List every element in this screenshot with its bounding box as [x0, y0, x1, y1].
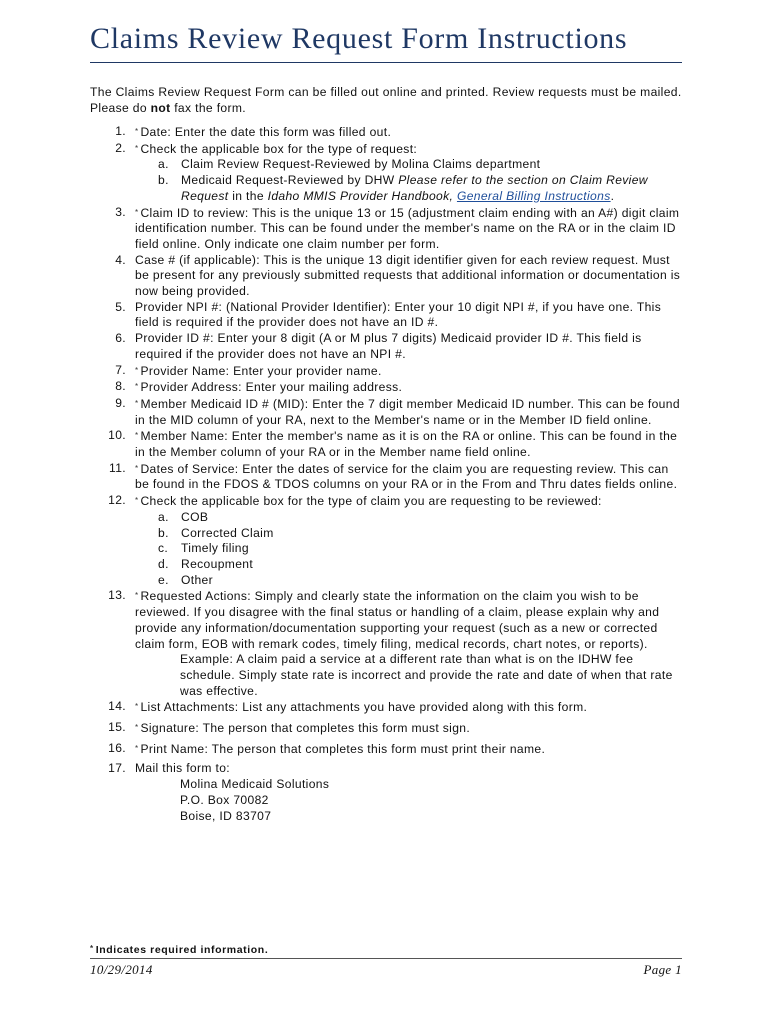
address-line: Molina Medicaid Solutions	[180, 777, 330, 792]
sub-item-text: Claim Review Request-Reviewed by Molina Claims department	[181, 157, 541, 172]
sub-item-letter: c.	[158, 541, 169, 556]
item-text: List Attachments: List any attachments you have provided along with this form.	[140, 700, 588, 715]
required-marker: *	[135, 723, 139, 733]
item-number: 10.	[108, 428, 126, 443]
list-item	[90, 741, 684, 758]
list-item	[90, 761, 684, 824]
list-item	[90, 588, 684, 699]
sub-item	[158, 173, 684, 204]
required-marker: *	[90, 944, 94, 953]
item-number: 8.	[115, 379, 126, 394]
item-number: 17.	[108, 761, 126, 776]
item-number: 9.	[115, 395, 126, 410]
list-item	[90, 141, 684, 205]
item-number: 1.	[115, 124, 126, 138]
claim-type-list	[135, 510, 684, 589]
instructions-list	[90, 124, 684, 824]
address-line: P.O. Box 70082	[180, 792, 269, 807]
item-number: 2.	[115, 140, 126, 155]
sub-item	[158, 541, 684, 557]
example-text: Example: A claim paid a service at a different rate than what is on the IDHW fee schedule. Simply state rate is incorrect and provide the rate and date of when that rate was effective.	[180, 652, 673, 698]
list-item	[90, 253, 684, 300]
sub-item-text: Timely filing	[181, 541, 249, 556]
item-text: Check the applicable box for the type of claim you are requesting to be reviewed:	[140, 494, 602, 509]
required-marker: *	[135, 431, 139, 441]
required-marker: *	[135, 382, 139, 392]
item-number: 13.	[108, 588, 126, 603]
sub-item-letter: b.	[158, 173, 169, 188]
item-text: Provider ID #: Enter your 8 digit (A or M plus 7 digits) Medicaid provider ID #. This field is required if the provider does not have an NPI #.	[135, 331, 642, 361]
request-type-list	[135, 157, 684, 204]
item-text: Case # (if applicable): This is the unique 13 digit identifier given for each review request. Must be present for any previously submitted requests that additional information or documentation is now being provided.	[135, 252, 681, 299]
handbook-title: Idaho MMIS Provider Handbook,	[267, 188, 454, 203]
intro-text: The Claims Review Request Form can be filled out online and printed. Review requests must be mailed. Please do	[90, 85, 682, 115]
list-item	[90, 720, 684, 737]
sub-item-letter: e.	[158, 572, 169, 587]
item-text: Provider Name: Enter your provider name.	[140, 363, 382, 378]
sub-item	[158, 157, 684, 173]
sub-item-text: Other	[181, 572, 213, 587]
sub-item-text: Medicaid Request-Reviewed by DHW	[181, 173, 399, 188]
required-marker: *	[135, 398, 139, 408]
item-text: Mail this form to:	[135, 761, 231, 776]
intro-text-end: fax the form.	[170, 101, 246, 115]
required-marker: *	[135, 207, 139, 217]
item-number: 14.	[108, 699, 126, 714]
sub-item	[158, 526, 684, 542]
page-title: Claims Review Request Form Instructions	[90, 22, 628, 55]
sub-item-text: .	[610, 188, 615, 203]
sub-item-text: Corrected Claim	[181, 525, 274, 540]
sub-item-letter: d.	[158, 556, 169, 571]
item-text: Print Name: The person that completes this form must print their name.	[140, 741, 546, 756]
list-item	[90, 493, 684, 588]
item-text: Date: Enter the date this form was filled out.	[140, 125, 392, 139]
sub-item-text: Recoupment	[181, 556, 254, 571]
list-item	[90, 331, 684, 362]
list-item	[90, 124, 684, 141]
mailing-address	[135, 777, 684, 824]
item-text: Member Name: Enter the member's name as it is on the RA or online. This can be found in the in the Member column of your RA or in the Member name field online.	[135, 429, 678, 460]
item-text: Dates of Service: Enter the dates of service for the claim you are requesting review. This can be found in the FDOS & TDOS columns on your RA or in the From and Thru dates fields online.	[135, 461, 678, 492]
item-text: Claim ID to review: This is the unique 13 or 15 (adjustment claim ending with an A#) digit claim identification number. This can be found under the member's name on the RA or in the claim ID field online. Only indicate one claim number per form.	[135, 205, 680, 251]
list-item	[90, 699, 684, 716]
sub-item	[158, 510, 684, 526]
list-item	[90, 461, 684, 493]
item-number: 16.	[108, 740, 126, 755]
item-text: Provider Address: Enter your mailing address.	[140, 380, 403, 395]
list-item	[90, 205, 684, 253]
item-number: 4.	[115, 252, 126, 267]
footnote-text: Indicates required information.	[95, 944, 269, 956]
sub-item-letter: a.	[158, 157, 169, 172]
list-item	[90, 428, 684, 460]
footer-page-number: Page 1	[643, 962, 682, 977]
sub-item-text: COB	[181, 509, 209, 524]
required-marker: *	[135, 496, 139, 506]
item-number: 7.	[115, 362, 126, 377]
required-marker: *	[135, 591, 139, 601]
intro-emphasis: not	[150, 101, 171, 115]
item-text: Provider NPI #: (National Provider Identifier): Enter your 10 digit NPI #, if you have one. This field is required if the provider does not have an ID #.	[135, 299, 662, 330]
required-marker: *	[135, 127, 139, 136]
list-item	[90, 300, 684, 331]
item-text: Member Medicaid ID # (MID): Enter the 7 digit member Medicaid ID number. This can be found in the MID column of your RA, next to the Member's name or in the Member ID field online.	[135, 396, 680, 427]
sub-item-text: in the	[228, 188, 268, 203]
required-footnote	[90, 944, 268, 956]
list-item	[90, 363, 684, 380]
footer-date: 10/29/2014	[90, 962, 153, 977]
item-text: Requested Actions: Simply and clearly state the information on the claim you wish to be reviewed. If you disagree with the final status or handling of a claim, please explain why and provide any information/documentation supporting your request (such as a new or corrected claim form, EOB with remark codes, timely filing, medical records, chart notes, or reports).	[135, 589, 660, 651]
sub-item-letter: a.	[158, 509, 169, 524]
title-rule	[90, 62, 682, 63]
handbook-reference: Please refer to the section on Claim Review Request	[181, 173, 648, 203]
item-text: Signature: The person that completes this form must sign.	[140, 721, 471, 736]
item-number: 5.	[115, 299, 126, 314]
sub-item	[158, 573, 684, 589]
required-marker: *	[135, 143, 139, 153]
required-marker: *	[135, 463, 139, 473]
sub-item-letter: b.	[158, 525, 169, 540]
list-item	[90, 396, 684, 428]
required-marker: *	[135, 743, 139, 753]
item-number: 11.	[109, 460, 126, 475]
item-number: 6.	[115, 331, 126, 346]
general-billing-instructions-link[interactable]: General Billing Instructions	[456, 188, 611, 203]
required-marker: *	[135, 365, 139, 375]
item-text: Check the applicable box for the type of request:	[140, 141, 418, 156]
address-line: Boise, ID 83707	[180, 808, 272, 823]
required-marker: *	[135, 702, 139, 712]
item-number: 15.	[108, 720, 126, 735]
list-item	[90, 379, 684, 396]
sub-item	[158, 557, 684, 573]
intro-paragraph	[90, 84, 682, 116]
item-number: 3.	[115, 204, 126, 219]
item-number: 12.	[108, 493, 126, 508]
footer-rule	[90, 958, 682, 959]
